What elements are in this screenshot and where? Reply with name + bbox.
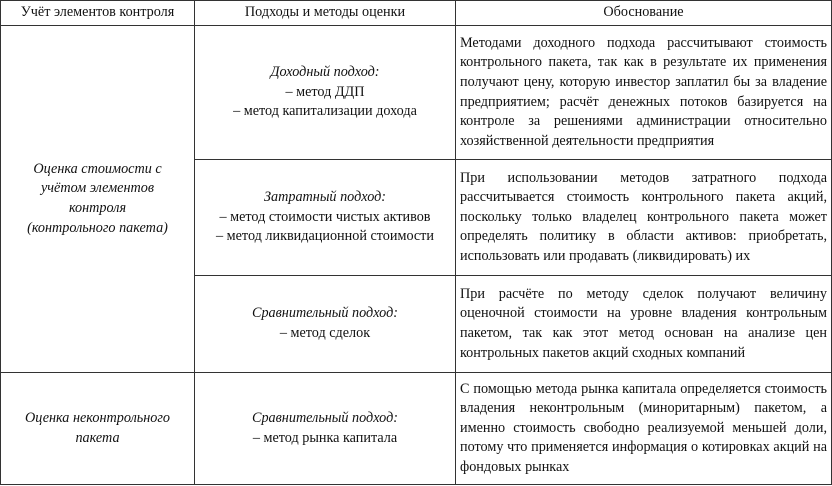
approach-title: Затратный подход: xyxy=(263,189,386,206)
control-element-line: пакета xyxy=(75,429,120,446)
control-element-cell xyxy=(1,26,195,373)
method-item: – метод стоимости чистых активов xyxy=(219,208,431,225)
table-row xyxy=(1,373,832,485)
control-element-cell xyxy=(1,373,195,485)
method-item: – метод ликвидационной стоимости xyxy=(216,228,434,245)
approach-cell xyxy=(195,160,456,276)
method-item: – метод капитализации дохода xyxy=(233,103,417,120)
control-element-line: Оценка неконтрольного xyxy=(25,409,170,426)
justification-cell: С помощью метода рынка капитала определяется стоимость владения неконтрольным (миноритарным) пакетом, а именно стоимость свободно реализуемой меньшей доли, потому что применяется информация о котировках акций на фондовых рынках xyxy=(456,373,832,485)
control-element-line: учётом элементов xyxy=(40,180,155,197)
method-item: – метод рынка капитала xyxy=(252,429,398,446)
header-justification: Обоснование xyxy=(456,1,832,26)
approach-title: Сравнительный подход: xyxy=(252,409,398,426)
justification-cell: Методами доходного подхода рассчитывают стоимость контрольного пакета, так как в результате их применения получают цену, которую инвестор заплатил бы за владение предприятием; расчёт денежных потоков базируется на контроле за решениями администрации относительно хозяйственной деятельности предприятия xyxy=(456,26,832,160)
method-item: – метод ДДП xyxy=(285,83,365,100)
approach-cell xyxy=(195,26,456,160)
approach-title: Сравнительный подход: xyxy=(252,305,398,322)
approach-cell xyxy=(195,276,456,373)
approach-title: Доходный подход: xyxy=(270,64,380,81)
header-approaches-methods: Подходы и методы оценки xyxy=(195,1,456,26)
table-header-row xyxy=(1,1,832,26)
control-element-line: (контрольного пакета) xyxy=(27,219,168,236)
justification-cell: При использовании методов затратного подхода рассчитывается стоимость контрольного пакета акций, поскольку только владелец контрольного пакета может определять политику в области активов: приобретать, использовать или продавать (ликвидировать) их xyxy=(456,160,832,276)
header-control-elements: Учёт элементов контроля xyxy=(1,1,195,26)
control-element-line: Оценка стоимости с xyxy=(33,160,162,177)
table-row xyxy=(1,26,832,160)
justification-cell: При расчёте по методу сделок получают величину оценочной стоимости на уровне владения контрольным пакетом, так как этот метод основан на анализе цен контрольных пакетов акций сходных компаний xyxy=(456,276,832,373)
approach-cell xyxy=(195,373,456,485)
control-element-line: контроля xyxy=(68,200,127,216)
method-item: – метод сделок xyxy=(279,325,371,341)
